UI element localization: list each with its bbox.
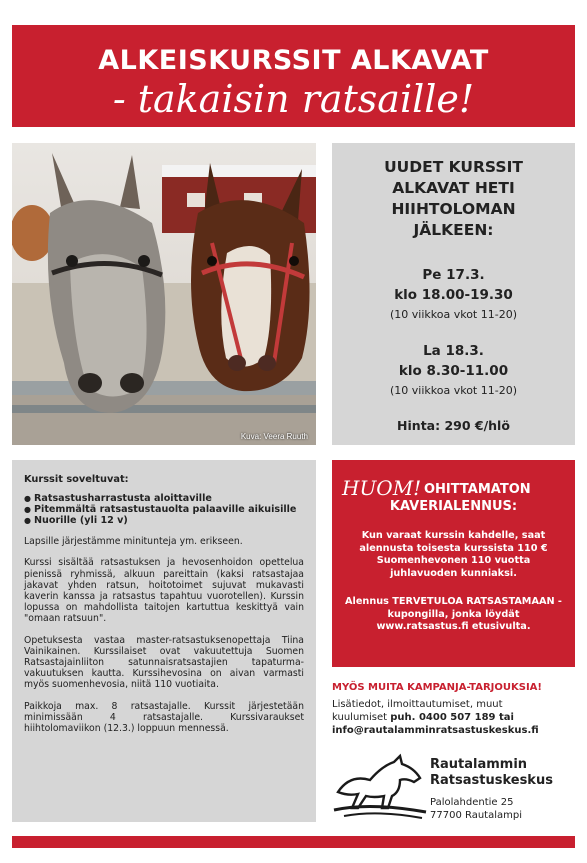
session-saturday-weeks: (10 viikkoa vkot 11-20): [389, 384, 517, 397]
banner-subtitle: - takaisin ratsaille!: [112, 77, 475, 121]
list-item: ● Nuorille (yli 12 v): [24, 515, 304, 526]
contact-info: Lisätiedot, ilmoittautumiset, muut kuulumiset puh. 0400 507 189 tai info@rautalamminratsastuskeskus.fi: [332, 698, 582, 737]
email-address: info@rautalamminratsastuskeskus.fi: [332, 725, 539, 736]
paragraph-kids: Lapsille järjestämme minitunteja ym. erikseen.: [24, 536, 243, 548]
session-friday-weeks: (10 viikkoa vkot 11-20): [389, 308, 517, 321]
discount-body: Kun varaat kurssin kahdelle, saat alennusta toisesta kurssista 110 € Suomenhevonen 110 vuotta juhlavuoden kunniaksi.: [359, 530, 548, 579]
course-description-box: [12, 460, 316, 822]
session-saturday-time: klo 8.30-11.00: [398, 363, 509, 379]
photo-credit: Kuva: Veera Ruuth: [240, 432, 308, 441]
course-heading: UUDET KURSSIT ALKAVAT HETI HIIHTOLOMAN JÄLKEEN:: [384, 158, 523, 239]
campaign-note: MYÖS MUITA KAMPANJA-TARJOUKSIA!: [332, 682, 542, 693]
huom-label: HUOM!: [342, 476, 422, 500]
horse-logo-icon: [330, 752, 430, 824]
header-banner: [12, 25, 575, 127]
discount-heading-2: KAVERIALENNUS:: [389, 499, 518, 514]
discount-coupon: Alennus TERVETULOA RATSASTAMAAN -kupongilla, jonka löydät www.ratsastus.fi etusivulta.: [345, 596, 562, 632]
horses-photo: [12, 143, 316, 445]
paragraph-teacher: Opetuksesta vastaa master-ratsastuksenopettaja Tiina Vainikainen. Kurssilaiset ovat vakuutettuja Suomen Ratsastajainliiton satunnaisratsastajien tapaturma-vakuutuksen kautta. Kurssihevosina on aivan varmasti myös suomenhevosia, niitä 110 vuotiaita.: [24, 634, 304, 691]
phone-number: puh. 0400 507 189 tai: [390, 712, 514, 723]
session-saturday-day: La 18.3.: [423, 343, 484, 359]
paragraph-places: Paikkoja max. 8 ratsastajalle. Kurssit järjestetään minimissään 4 ratsastajalle. Kurssivaraukset hiihtolomaviikon (12.3.) loppuun mennessä.: [24, 700, 304, 735]
brand-name: Rautalammin Ratsastuskeskus: [430, 757, 553, 788]
banner-title: ALKEISKURSSIT ALKAVAT: [98, 45, 489, 76]
suits-title: Kurssit soveltuvat:: [24, 474, 129, 485]
discount-heading-1: OHITTAMATON: [424, 482, 531, 497]
footer-bar: [12, 836, 575, 848]
session-friday-time: klo 18.00-19.30: [394, 287, 513, 303]
paragraph-content: Kurssi sisältää ratsastuksen ja hevosenhoidon opettelua pienissä ryhmissä, alkuun pareittain (kaksi ratsastajaa jakavat yhden ratsun, hoitotoimet sujuvat mukavasti kaverin kanssa ja ratsastus tapahtuu vuorotellen). Kurssin lopussa on mahdollista taitojen kartuttua keskittyä vain "omaan ratsuun".: [24, 557, 304, 625]
course-price: Hinta: 290 €/hlö: [397, 418, 510, 433]
horses-illustration: [12, 143, 316, 445]
list-item: ● Ratsastusharrastusta aloittaville: [24, 493, 304, 504]
address: Palolahdentie 25 77700 Rautalampi: [430, 797, 523, 821]
session-friday-day: Pe 17.3.: [422, 267, 485, 283]
suits-list: [24, 493, 304, 526]
list-item: ● Pitemmältä ratsastustauolta palaaville aikuisille: [24, 504, 304, 515]
course-schedule-box: [332, 143, 575, 445]
friend-discount-box: [332, 460, 575, 667]
